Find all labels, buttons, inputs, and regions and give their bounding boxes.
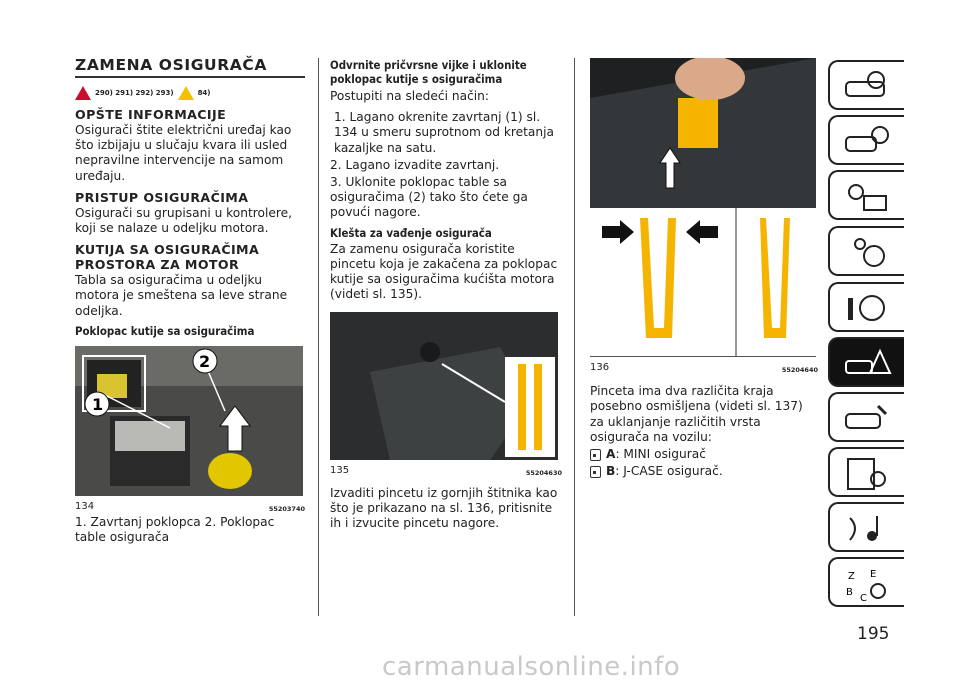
svg-text:E: E <box>870 569 877 580</box>
car-service-icon <box>842 400 892 438</box>
list-item <box>590 447 818 462</box>
procedure-step: 2. Lagano izvadite zavrtanj. <box>330 157 500 172</box>
page-title: ZAMENA OSIGURAČA <box>75 56 267 74</box>
document-settings-icon <box>842 455 892 493</box>
subsection-title: Klešta za vađenje osigurača <box>330 225 492 240</box>
figure-135-caption <box>330 463 562 481</box>
procedure-intro: Postupiti na sledeći način: <box>330 89 489 103</box>
procedure-step: 1. Lagano okrenite zavrtanj (1) sl. 134 u smeru suprotnom od kretanja kazaljke na satu. <box>334 110 554 155</box>
title-divider <box>75 76 305 78</box>
figure-134-photo <box>75 346 303 496</box>
callout-2: 2 <box>199 351 211 371</box>
car-dashboard-icon <box>842 68 892 106</box>
nav-tab-multimedia[interactable] <box>828 502 904 552</box>
music-nav-icon <box>842 510 892 548</box>
figure-134-legend: 1. Zavrtanj poklopca 2. Poklopac table osigurača <box>75 514 275 545</box>
tweezer-diagram <box>590 208 816 356</box>
item-text: : J-CASE osigurač. <box>615 464 723 479</box>
section-text: Za zamenu osigurača koristite pincetu koja je zakačena za poklopac kutije sa osiguračima kućišta motora (videti sl. 135). <box>330 241 558 302</box>
figure-code: 55203740 <box>268 504 305 513</box>
nav-tab-emergency[interactable] <box>828 337 904 387</box>
steering-key-icon <box>842 290 892 328</box>
nav-tab-lights[interactable] <box>828 170 904 220</box>
section-text: Tabla sa osiguračima u odeljku motora je smeštena sa leve strane odeljka. <box>75 273 288 318</box>
section-text: Osigurači štite električni uređaj kao što izbijaju u slučaju kvara ili usled nepravilne intervencije na samom uređaju. <box>75 122 292 183</box>
warning-refs <box>75 86 305 101</box>
page-number: 195 <box>857 624 890 644</box>
figure-number: 136 <box>590 362 610 373</box>
nav-tab-driving[interactable] <box>828 282 904 332</box>
figure-136-tweezer-diagram <box>590 208 816 357</box>
section-text: Osigurači su grupisani u kontrolere, koji se nalaze u odeljku motora. <box>75 205 292 235</box>
nav-tab-maintenance[interactable] <box>828 392 904 442</box>
nav-tab-specs[interactable] <box>828 447 904 497</box>
subsection-title: Poklopac kutije sa osiguračima <box>75 323 255 338</box>
tweezer-removal-illustration <box>590 58 816 208</box>
section-title: PRISTUP OSIGURAČIMA <box>75 189 249 205</box>
nav-tab-safety[interactable] <box>828 226 904 276</box>
nav-tab-dashboard[interactable] <box>828 60 904 110</box>
item-text: : MINI osigurač <box>615 447 706 462</box>
caution-triangle-icon <box>178 86 194 100</box>
figure-135-photo <box>330 312 558 460</box>
nav-tab-car-info[interactable] <box>828 115 904 165</box>
figure-number: 135 <box>330 465 350 477</box>
column-divider <box>318 58 319 616</box>
svg-text:Z: Z <box>848 571 855 582</box>
bullet-icon <box>590 449 601 461</box>
svg-text:B: B <box>846 587 853 598</box>
watermark: carmanualsonline.info <box>382 652 681 682</box>
item-label: A <box>606 447 616 462</box>
car-info-icon <box>842 123 892 161</box>
bullet-icon <box>590 466 601 478</box>
column-divider <box>574 58 575 616</box>
procedure-heading: Odvrnite pričvrsne vijke i uklonite poklopac kutije s osiguračima <box>330 58 527 86</box>
figure-code: 55204640 <box>781 366 818 374</box>
nav-tab-index[interactable] <box>828 557 904 607</box>
light-mail-icon <box>842 178 892 216</box>
alphabet-index-icon <box>842 565 892 603</box>
warning-ref-numbers: 290) 291) 292) 293) <box>95 88 174 97</box>
procedure-step: 3. Uklonite poklopac table sa osiguračima (2) tako što ćete ga povući nagore. <box>330 175 528 220</box>
figure-136-photo-top <box>590 58 816 208</box>
fuse-box-tweezer-illustration <box>330 312 558 460</box>
car-warning-icon <box>842 345 892 383</box>
airbag-icon <box>842 234 892 272</box>
item-label: B <box>606 464 616 479</box>
section-text: Pinceta ima dva različita kraja posebno osmišljena (videti sl. 137) za uklanjanje različitih vrsta osigurača na vozilu: <box>590 384 803 444</box>
column-3 <box>590 58 818 481</box>
engine-fusebox-illustration <box>75 346 303 496</box>
figure-number: 134 <box>75 500 95 512</box>
warning-triangle-icon <box>75 86 91 100</box>
column-1 <box>75 58 305 547</box>
list-item <box>590 464 818 479</box>
figure-code: 55204630 <box>525 469 562 478</box>
figure-136-caption <box>590 360 818 378</box>
caution-ref-number: 84) <box>197 88 211 97</box>
svg-text:C: C <box>860 593 867 603</box>
section-title: KUTIJA SA OSIGURAČIMA PROSTORA ZA MOTOR <box>75 242 260 273</box>
section-text: Izvaditi pincetu iz gornjih štitnika kao što je prikazano na sl. 136, pritisnite ih i izvucite pincetu nagore. <box>330 485 558 531</box>
column-2 <box>330 58 562 533</box>
section-title: OPŠTE INFORMACIJE <box>75 106 227 122</box>
callout-1: 1 <box>92 394 104 414</box>
